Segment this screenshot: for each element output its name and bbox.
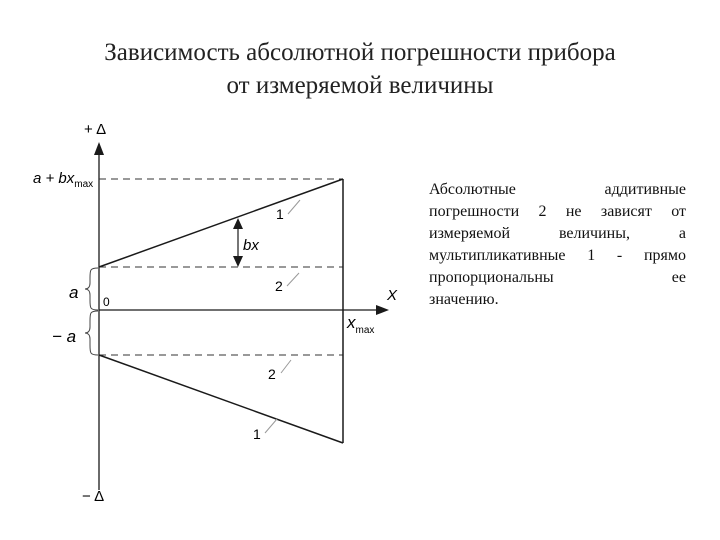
lower-line-2-leader [281, 360, 291, 373]
lower-line-1-leader [265, 419, 277, 433]
title-line-2: от измеряемой величины [226, 72, 494, 99]
minus-a-label: − a [52, 327, 77, 346]
description-text [429, 179, 686, 311]
upper-error-line [99, 179, 343, 267]
y-axis-positive-label: + Δ [84, 121, 107, 138]
description-line: значению. [429, 291, 499, 308]
bx-label: bx [243, 237, 259, 254]
description-line: пропорциональны ее [429, 269, 686, 286]
lower-line-1-label: 1 [253, 426, 261, 442]
bx-arrow-down [233, 256, 243, 267]
upper-line-1-label: 1 [276, 206, 284, 222]
y-axis-arrow [94, 142, 104, 155]
brace-minus-a [85, 311, 98, 355]
description-line: погрешности 2 не зависят от [429, 203, 686, 220]
description-line: мультипликативные 1 - прямо [429, 247, 686, 264]
x-axis-label: X [387, 287, 398, 304]
origin-label: 0 [103, 295, 110, 309]
description-line: измеряемой величины, а [429, 225, 686, 242]
upper-line-1-leader [288, 200, 300, 214]
x-max-label: $x_{max}$ [347, 313, 375, 336]
upper-line-2-label: 2 [275, 278, 283, 294]
y-axis-negative-label: − Δ [82, 488, 105, 505]
title-line-1: Зависимость абсолютной погрешности прибора [104, 39, 616, 66]
description-line: Абсолютные аддитивные [429, 181, 686, 198]
a-plus-bx-max-label: $a + bx_{max}$ [33, 170, 94, 190]
upper-line-2-leader [287, 273, 299, 286]
x-axis-arrow [376, 305, 389, 315]
brace-a [85, 268, 98, 310]
bx-arrow-up [233, 218, 243, 229]
a-label: a [69, 283, 79, 302]
lower-error-line [99, 355, 343, 443]
lower-line-2-label: 2 [268, 366, 276, 382]
